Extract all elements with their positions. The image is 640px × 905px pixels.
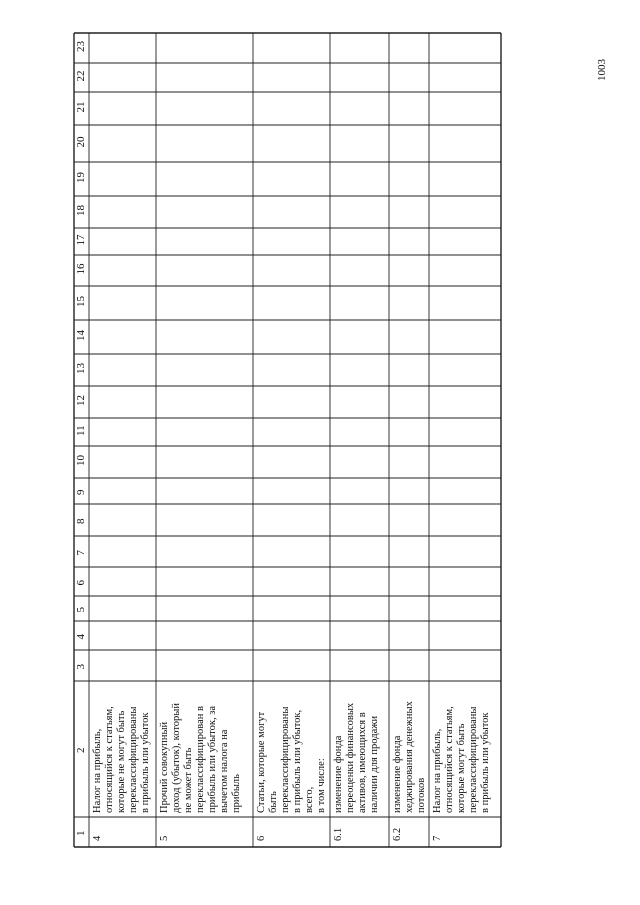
row-number: 7 (432, 835, 443, 841)
column-header: 1 (75, 830, 87, 836)
column-header: 16 (75, 263, 87, 275)
row-label-line: переклассифицированы (128, 706, 139, 813)
row-label-line: в прибыль или убыток, (292, 709, 303, 813)
row-label-line: переклассифицированы (468, 706, 479, 813)
column-header: 3 (75, 664, 87, 670)
column-header: 4 (75, 634, 87, 640)
row-label-line: Статьи, которые могут (256, 711, 267, 813)
row-label-line: потоков (416, 777, 427, 813)
row-label-line: в прибыль или убыток (140, 712, 151, 813)
row-label-line: хеджирования денежных (404, 701, 415, 813)
row-label-line: активов, имеющихся в (357, 712, 368, 813)
column-header: 13 (75, 363, 87, 374)
row-label-line: быть (268, 791, 279, 813)
column-header: 15 (75, 296, 87, 307)
column-header: 23 (75, 41, 87, 52)
column-header: 2 (75, 747, 87, 753)
column-header: 5 (75, 607, 87, 613)
column-header: 11 (75, 425, 87, 436)
row-label-line: относящийся к статьям, (104, 706, 115, 813)
row-label-line: которые не могут быть (116, 710, 127, 813)
row-label-line: прибыль (231, 774, 242, 813)
row-label-line: в прибыль или убыток (480, 712, 491, 813)
row-number: 5 (159, 835, 170, 841)
row-number: 6.2 (392, 827, 403, 841)
row-label-line: наличии для продажи (369, 715, 380, 813)
row-label-line: вычетом налога на (219, 729, 230, 813)
column-header: 17 (75, 234, 87, 246)
column-header: 9 (75, 489, 87, 495)
row-label-line: доход (убыток), который (171, 703, 182, 813)
page-number: 1003 (596, 59, 608, 81)
row-label-line: относящийся к статьям, (444, 706, 455, 813)
column-header: 19 (75, 172, 87, 183)
column-header: 8 (75, 518, 87, 524)
column-header: 6 (75, 580, 87, 586)
row-label-line: которые могут быть (456, 723, 467, 813)
column-header: 20 (75, 136, 87, 148)
row-label-line: прибыль или убыток, за (207, 705, 218, 813)
row-label-line: переоценки финансовых (345, 702, 356, 813)
row-label-line: всего, (304, 786, 315, 813)
row-label-line: Налог на прибыль, (92, 728, 103, 813)
column-header: 12 (75, 395, 87, 406)
column-header: 21 (75, 101, 87, 113)
row-label-line: в том числе: (316, 758, 327, 813)
row-number: 6 (256, 835, 267, 841)
row-label-line: изменение фонда (333, 735, 344, 813)
row-number: 4 (92, 835, 103, 841)
column-header: 22 (75, 70, 87, 82)
row-label-line: переклассифицирован в (195, 706, 206, 813)
row-label-line: Прочий совокупный (159, 721, 170, 813)
row-number: 6.1 (333, 827, 344, 841)
row-label-line: Налог на прибыль, (432, 728, 443, 813)
column-header: 18 (75, 205, 87, 216)
row-label-line: изменение фонда (392, 735, 403, 813)
column-header: 7 (75, 550, 87, 556)
column-header: 14 (75, 330, 87, 341)
column-header: 10 (75, 455, 87, 466)
row-label-line: переклассифицированы (280, 706, 291, 813)
row-label-line: не может быть (183, 747, 194, 813)
